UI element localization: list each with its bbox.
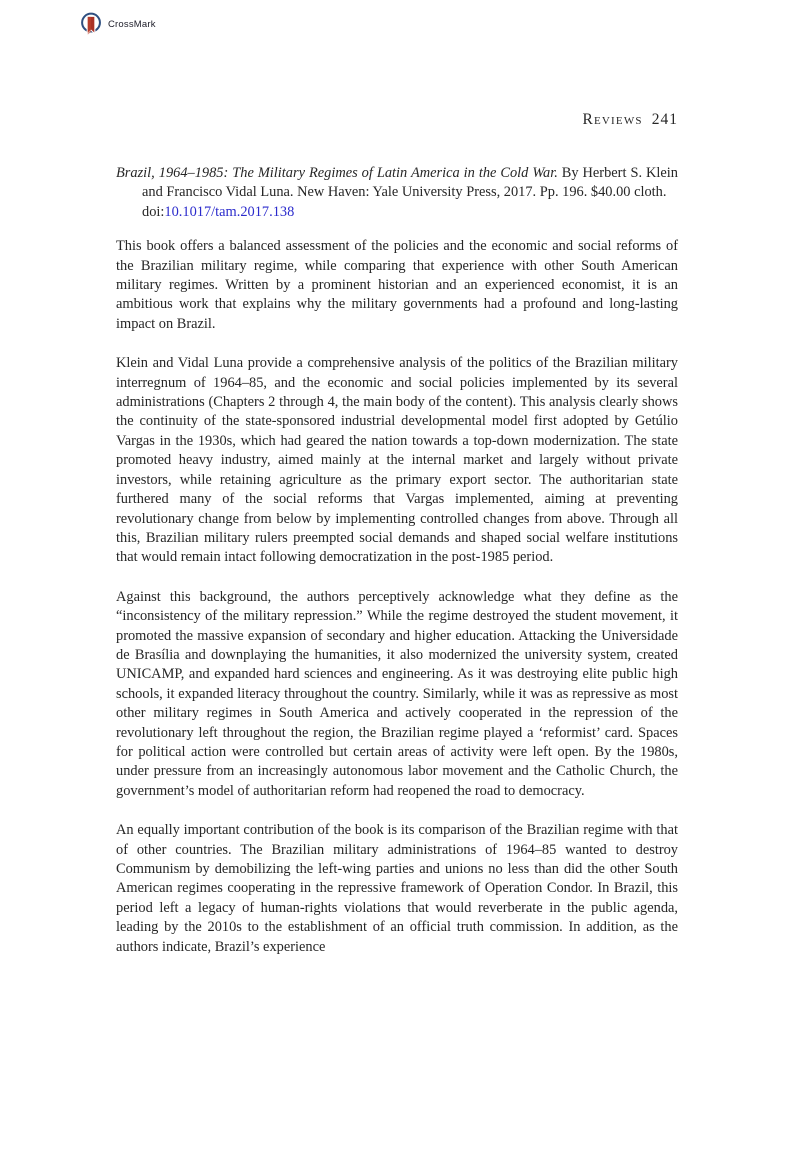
review-paragraph-2: Klein and Vidal Luna provide a comprehensive analysis of the politics of the Brazilian military interregnum of 1964–85, and the economic and social policies implemented by its several administrations (Chapters 2 through 4, the main body of the content). This analysis clearly shows the continuity of the state-sponsored industrial developmental model first adopted by Getúlio Vargas in the 1930s, which had geared the nation towards a top-down modernization. The state promoted heavy industry, aimed mainly at the internal market and largely without private investors, while retaining agriculture as the primary export sector. The authoritarian state furthered many of the social reforms that Vargas implemented, aiming at preventing revolutionary change from below by implementing controlled changes from above. Through all this, Brazilian military rulers preempted social demands and shaped social welfare institutions that would remain intact following democratization in the post-1985 period. xyxy=(116,355,678,566)
crossmark-bookmark-icon xyxy=(80,12,103,37)
citation-book-title: Brazil, 1964–1985: The Military Regimes of Latin America in the Cold War. xyxy=(116,165,558,181)
running-head xyxy=(116,110,678,130)
text-column xyxy=(116,110,678,957)
page-number: 241 xyxy=(651,111,678,128)
book-citation xyxy=(116,164,678,222)
crossmark-label: CrossMark xyxy=(108,19,156,30)
review-paragraph-4: An equally important contribution of the book is its comparison of the Brazilian regime with that of other countries. The Brazilian military administrations of 1964–85 wanted to destroy Communism by demobilizing the left-wing parties and unions no less than did the other South American regimes cooperating in the repressive framework of Operation Condor. In Brazil, this period left a legacy of human-rights violations that would reverberate in the public agenda, leading by the 2010s to the establishment of an official truth commission. In addition, as the authors indicate, Brazil’s experience xyxy=(116,822,678,955)
review-paragraph-1: This book offers a balanced assessment of the policies and the economic and social reforms of the Brazilian military regime, while comparing that experience with other South American military regimes. Written by a prominent historian and an experienced economist, it is an ambitious work that explains why the military governments had a profound and long-lasting impact on Brazil. xyxy=(116,238,678,332)
running-head-section: Reviews xyxy=(582,111,643,128)
doi-prefix: doi: xyxy=(142,203,165,220)
crossmark-badge[interactable] xyxy=(80,12,156,37)
doi-link[interactable]: 10.1017/tam.2017.138 xyxy=(164,203,295,220)
citation-details: By Herbert S. Klein and Francisco Vidal Luna. New Haven: Yale University Press, 2017. Pp. 196. $40.00 cloth. xyxy=(142,165,678,201)
review-paragraph-3: Against this background, the authors perceptively acknowledge what they define as the “inconsistency of the military repression.” While the regime destroyed the student movement, it promoted the massive expansion of secondary and higher education. Attacking the Universidade de Brasília and downplaying the humanities, it also modernized the university system, created UNICAMP, and expanded hard sciences and engineering. As it was destroying elite public high schools, it expanded literacy throughout the country. Similarly, while it was as repressive as most other military regimes in South America and actively cooperated in the repression of the revolutionary left throughout the region, the Brazilian regime played a ‘reformist’ card. Spaces for political action were controlled but certain areas of activity were left open. By the 1980s, under pressure from an increasingly autonomous labor movement and the Catholic Church, the government’s model of authoritarian reform had reopened the road to democracy. xyxy=(116,588,678,799)
